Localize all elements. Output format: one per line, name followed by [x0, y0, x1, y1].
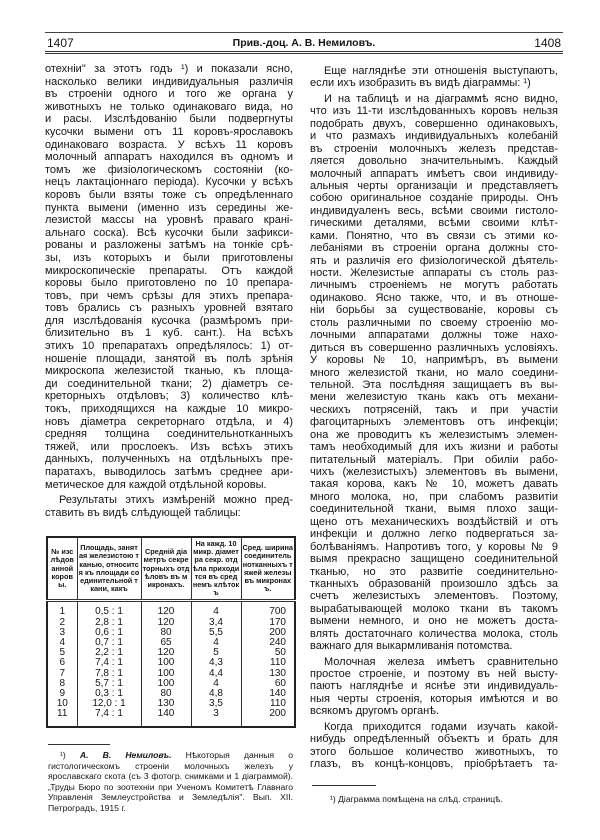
col-header-cow-number: № изслѣдованной коровы.	[47, 537, 77, 601]
table-cell: 240	[241, 638, 295, 648]
table-cell: 200	[241, 628, 295, 638]
text-line: томъ же физіологическомъ состояніи (ко-	[45, 163, 293, 176]
table-cell: 0,5 : 1	[77, 601, 141, 618]
table-row	[47, 679, 295, 689]
text-line: микроскопическіе препараты. Отъ каждой	[45, 264, 293, 277]
text-line: этого большое количество животныхъ, то	[310, 745, 558, 758]
text-line: товъ, при чемъ срѣзы для этихъ препара-	[45, 289, 293, 302]
col-header-width: Сред. ширина соединительнотканныхъ тяжей железы въ микронахъ.	[241, 537, 295, 601]
text-line: одинаково. Ясно также, что, и въ отноше-	[310, 291, 558, 304]
table-cell: 170	[241, 618, 295, 628]
text-line: креторныхъ отдѣловъ; 3) количество клѣ-	[45, 390, 293, 403]
text-line: ять и различія его физіологической дѣятель-	[310, 254, 558, 267]
table-cell: 7,4 : 1	[77, 709, 141, 726]
table-cell: 7,8 : 1	[77, 669, 141, 679]
table-row	[47, 638, 295, 648]
text-line: ческихъ потрясеній, такъ и при участіи	[310, 403, 558, 416]
text-line: много железистой ткани, но мало соедини-	[310, 366, 558, 379]
table-cell: 700	[241, 601, 295, 618]
table-cell: 1	[47, 601, 77, 618]
text-line: и расы. Изслѣдованію были подвергнуты	[45, 113, 293, 126]
table-cell: 2,8 : 1	[77, 618, 141, 628]
text-line: вымени немного, и оно не можетъ доста-	[310, 615, 558, 628]
table-cell: 140	[141, 709, 191, 726]
text-line: личнымъ строеніемъ не могутъ работать	[310, 279, 558, 292]
text-line: что изъ 11-ти изслѣдованныхъ коровъ нельзя	[310, 105, 558, 118]
text-line: фагоцитарныхъ элементовъ отъ инфекціи;	[310, 416, 558, 429]
text-line: влять достаточнаго количества молока, столь	[310, 627, 558, 640]
text-line: диться въ совершенно различныхъ условіяхъ.	[310, 341, 558, 354]
table-cell: 2,2 : 1	[77, 648, 141, 658]
text-line: тяжей, или прослоекъ. Изъ всѣхъ этихъ	[45, 440, 293, 453]
text-line: и что размахъ индивидуальныхъ колебаній	[310, 130, 558, 143]
table-cell: 7,4 : 1	[77, 658, 141, 668]
text-line: всякомъ другомъ органѣ.	[310, 705, 440, 718]
text-line: И на таблицѣ и на діаграммѣ ясно видно,	[324, 92, 558, 105]
table-cell: 100	[141, 679, 191, 689]
text-line: глазъ, въ концѣ-концовъ, пріобрѣтаетъ та-	[310, 758, 558, 771]
col-header-area-ratio: Площадь, занятая железистою тканью, относится къ площади соединительной ткани, какъ	[77, 537, 141, 601]
footnote-divider	[48, 744, 110, 745]
text-line: отехніи" за этотъ годъ ¹) и показали ясно,	[45, 63, 293, 75]
text-line: столь различными по своему строенію мо-	[310, 316, 558, 329]
text-line: кусочки вымени отъ 11 коровъ-ярославокъ	[45, 125, 293, 138]
text-line: коровы было приготовлено по 10 препара-	[45, 277, 293, 290]
text-line: ности. Железистые аппараты съ столь раз-	[310, 267, 558, 279]
text-line: вымя прекрасно защищено соединительной	[310, 553, 558, 566]
table-cell: 100	[141, 658, 191, 668]
table-cell: 5,7 : 1	[77, 679, 141, 689]
text-line: соединительной ткани, вымя плохо защи-	[310, 503, 558, 516]
footnote-right: ¹) Діаграмма помѣщена на слѣд. страницѣ.	[330, 794, 503, 804]
table-cell: 110	[241, 699, 295, 709]
text-line: насколько велики индивидуальныя различія	[45, 75, 293, 88]
table-cell: 8	[47, 679, 77, 689]
text-line: альнаго соска). Всѣ кусочки были зафикси-	[45, 226, 293, 239]
text-line: близительно въ 1 куб. сант.). На всѣхъ	[45, 327, 293, 340]
text-line: болѣваніямъ. Напротивъ того, у коровы № 9	[310, 540, 558, 553]
text-line: животныхъ не только одинаковаго вида, но	[45, 100, 293, 113]
table-cell: 5	[191, 648, 241, 658]
table-row	[47, 601, 295, 618]
text-line: У коровы № 10, напримѣръ, въ вымени	[310, 354, 558, 367]
table-cell: 0,7 : 1	[77, 638, 141, 648]
text-line: гическими деталями, всѣми своими клѣт-	[310, 217, 558, 230]
text-line: пункта вымени (именно изъ середины же-	[45, 201, 293, 214]
text-line: ношеніе площади, занятой въ полѣ зрѣнія	[45, 352, 293, 365]
table-cell: 80	[141, 628, 191, 638]
table-cell: 12,0 : 1	[77, 699, 141, 709]
text-line: нибудь опредѣленный объектъ и брать для	[310, 733, 558, 746]
table-row	[47, 628, 295, 638]
table-cell: 6	[47, 658, 77, 668]
table-cell: 130	[141, 699, 191, 709]
table-cell: 65	[141, 638, 191, 648]
text-line: лебаніями въ строеніи органа должны сто-	[310, 242, 558, 255]
text-line: Результаты этихъ измѣреній можно пред-	[59, 494, 293, 507]
table-cell: 80	[141, 689, 191, 699]
text-line: въ строеніи одного и того же органа у	[45, 88, 293, 101]
text-line: щено отъ механическихъ воздѣйствій и отъ	[310, 515, 558, 528]
running-header	[45, 32, 563, 54]
text-line: ди соединительной ткани; 2) діаметръ се-	[45, 377, 293, 390]
table-row	[47, 658, 295, 668]
text-line: собою оригинальное созданіе природы. Онъ	[310, 192, 558, 205]
table-header-row	[47, 537, 295, 601]
text-line: она же проводитъ къ железистымъ элемен-	[310, 428, 558, 441]
text-line: этихъ 10 препаратахъ опредѣлялось: 1) от-	[45, 340, 293, 353]
text-line: счетъ железистыхъ элементовъ. Поэтому,	[310, 590, 558, 603]
text-line: лезистой массы на уровнѣ праваго крані-	[45, 214, 293, 227]
text-line: средняя толщина соединительнотканныхъ	[45, 428, 293, 441]
text-line: такая корова, какъ № 10, можетъ давать	[310, 478, 558, 491]
table-cell: 4	[191, 679, 241, 689]
table-cell: 200	[241, 709, 295, 726]
text-line: ками. Понятно, что въ связи съ этими ко-	[310, 229, 558, 242]
table-row	[47, 669, 295, 679]
text-line: Еще нагляднѣе эти отношенія выступаютъ,	[324, 65, 558, 77]
left-column-text	[45, 63, 293, 519]
text-line: метическое для каждой отдѣльной коровы.	[45, 478, 267, 491]
table-row	[47, 689, 295, 699]
text-line: ныя черты строенія, которыя имѣются и во	[310, 692, 558, 705]
text-line: зы, изъ которыхъ и были приготовлены	[45, 251, 293, 264]
text-line: тканныхъ образованій произошло здѣсь за	[310, 577, 558, 590]
table-cell: 140	[241, 689, 295, 699]
text-line: тамъ необходимый для ихъ жизни и работы	[310, 441, 558, 454]
text-line: товъ брались съ разныхъ уровней взятаго	[45, 302, 293, 315]
text-line: новъ діаметра секреторнаго отдѣла, и 4)	[45, 415, 293, 428]
table-cell: 120	[141, 601, 191, 618]
text-line: альныя черты организаціи и представляетъ	[310, 179, 558, 192]
right-column-text	[310, 65, 558, 771]
text-line: паютъ нагляднѣе и яснѣе эти индивидуаль-	[310, 680, 558, 693]
text-line: важнаго для выкармливанія потомства.	[310, 640, 513, 653]
text-line: паратахъ, выводилось затѣмъ среднее ари-	[45, 466, 293, 478]
text-line: лочными аппаратами должны тоже нахо-	[310, 329, 558, 342]
table-cell: 10	[47, 699, 77, 709]
table-cell: 100	[141, 669, 191, 679]
text-line: тельной. Эта послѣдняя защищаетъ въ вы-	[310, 378, 558, 391]
text-line: ляется довольно значительнымъ. Каждый	[310, 155, 558, 168]
table-cell: 4,8	[191, 689, 241, 699]
table-cell: 5	[47, 648, 77, 658]
table-cell: 130	[241, 669, 295, 679]
text-line: ставить въ видѣ слѣдующей таблицы:	[45, 506, 241, 519]
text-line: простое строеніе, и поэтому въ ней высту-	[310, 668, 558, 680]
footnote-author: А. В. Немиловъ.	[79, 750, 172, 760]
table-cell: 60	[241, 679, 295, 689]
text-line: въ строеніи молочныхъ железъ представ-	[310, 142, 558, 155]
table-cell: 4	[47, 638, 77, 648]
text-line: ніи борьбы за существованіе, коровы съ	[310, 304, 558, 317]
footnote-text: Нѣкоторыя данныя о гистологическомъ строеніи молочныхъ железъ у ярославскаго скота (съ 3 фотогр. снимками и 1 діаграммой). „Труды Бюро по зоотехніи при Ученомъ Комитетѣ Главнаго Управленія Землеустройства и Земледѣлія". Вып. XII. Петроградъ, 1915 г.	[48, 750, 293, 813]
table-cell: 120	[141, 618, 191, 628]
text-line: Молочная железа имѣетъ сравнительно	[324, 655, 558, 668]
text-line: коровъ были взяты тоже съ опредѣленнаго	[45, 188, 293, 201]
table-cell: 9	[47, 689, 77, 699]
text-line: нецъ лактаціоннаго періода). Кусочки у всѣхъ	[45, 176, 293, 189]
table-cell: 3,4	[191, 618, 241, 628]
table-row	[47, 709, 295, 726]
text-line: молочный аппаратъ находился въ одномъ и	[45, 151, 293, 164]
text-line: вырабатывающей молоко ткани въ такомъ	[310, 602, 558, 615]
table-cell: 4,3	[191, 658, 241, 668]
text-line: мени железистую ткань какъ отъ механи-	[310, 391, 558, 404]
text-line: индивидуаленъ весь, всѣми своими гистоло-	[310, 204, 558, 217]
text-line: питательный матеріалъ. При обиліи рабо-	[310, 453, 558, 466]
text-line: чихъ (железистыхъ) элементовъ въ вымени,	[310, 466, 558, 478]
table-cell: 3	[191, 709, 241, 726]
table-cell: 4	[191, 638, 241, 648]
table-row	[47, 618, 295, 628]
text-line: данныхъ, полученныхъ на отдѣльныхъ пре-	[45, 453, 293, 466]
table-cell: 0,6 : 1	[77, 628, 141, 638]
table-cell: 50	[241, 648, 295, 658]
table-cell: 11	[47, 709, 77, 726]
table-row	[47, 648, 295, 658]
text-line: Когда приходится годами изучать какой-	[324, 720, 558, 733]
text-line: инфекціи и должно легко подвергаться за-	[310, 528, 558, 541]
table-cell: 4	[191, 601, 241, 618]
footnote-marker: ¹)	[60, 750, 66, 760]
text-line: молочный аппаратъ имѣетъ свои индивиду-	[310, 167, 558, 180]
table-cell: 4,4	[191, 669, 241, 679]
table-row	[47, 699, 295, 709]
text-line: рованы и разложены затѣмъ на тонкіе срѣ-	[45, 239, 293, 252]
page-number-right: 1408	[534, 36, 561, 50]
table-cell: 7	[47, 669, 77, 679]
text-line: подобрать двухъ, совершенно одинаковыхъ,	[310, 117, 558, 130]
text-line: микроскопа железистой тканью, къ площа-	[45, 365, 293, 378]
text-line: если ихъ изобразить въ видѣ діаграммы: ¹)	[310, 77, 531, 90]
footnote-divider-right	[312, 785, 376, 786]
table-cell: 120	[141, 648, 191, 658]
table-cell: 5,5	[191, 628, 241, 638]
running-title: Прив.-доц. А. В. Немиловъ.	[232, 37, 376, 49]
col-header-cells: На кажд. 10 микр. діаметра секр. отдѣла приходится въ среднемъ клѣтокъ	[191, 537, 241, 601]
text-line: много молока, но, при слабомъ развитіи	[310, 490, 558, 503]
table-cell: 110	[241, 658, 295, 668]
page-number-left: 1407	[47, 36, 74, 50]
text-line: одинаковаго возраста. У всѣхъ 11 коровъ	[45, 138, 293, 151]
text-line: токъ, приходящихся на каждые 10 микро-	[45, 403, 293, 416]
table-cell: 3,5	[191, 699, 241, 709]
text-line: для изслѣдованія кусочка (размѣромъ при-	[45, 314, 293, 327]
table-cell: 3	[47, 628, 77, 638]
col-header-diameter: Средній діаметръ секреторныхъ отдѣловъ въ микронахъ.	[141, 537, 191, 601]
text-line: тканью, но это развитіе соединительно-	[310, 565, 558, 578]
footnote-left	[48, 750, 293, 814]
table-cell: 0,3 : 1	[77, 689, 141, 699]
measurements-table	[46, 536, 296, 728]
table-cell: 2	[47, 618, 77, 628]
